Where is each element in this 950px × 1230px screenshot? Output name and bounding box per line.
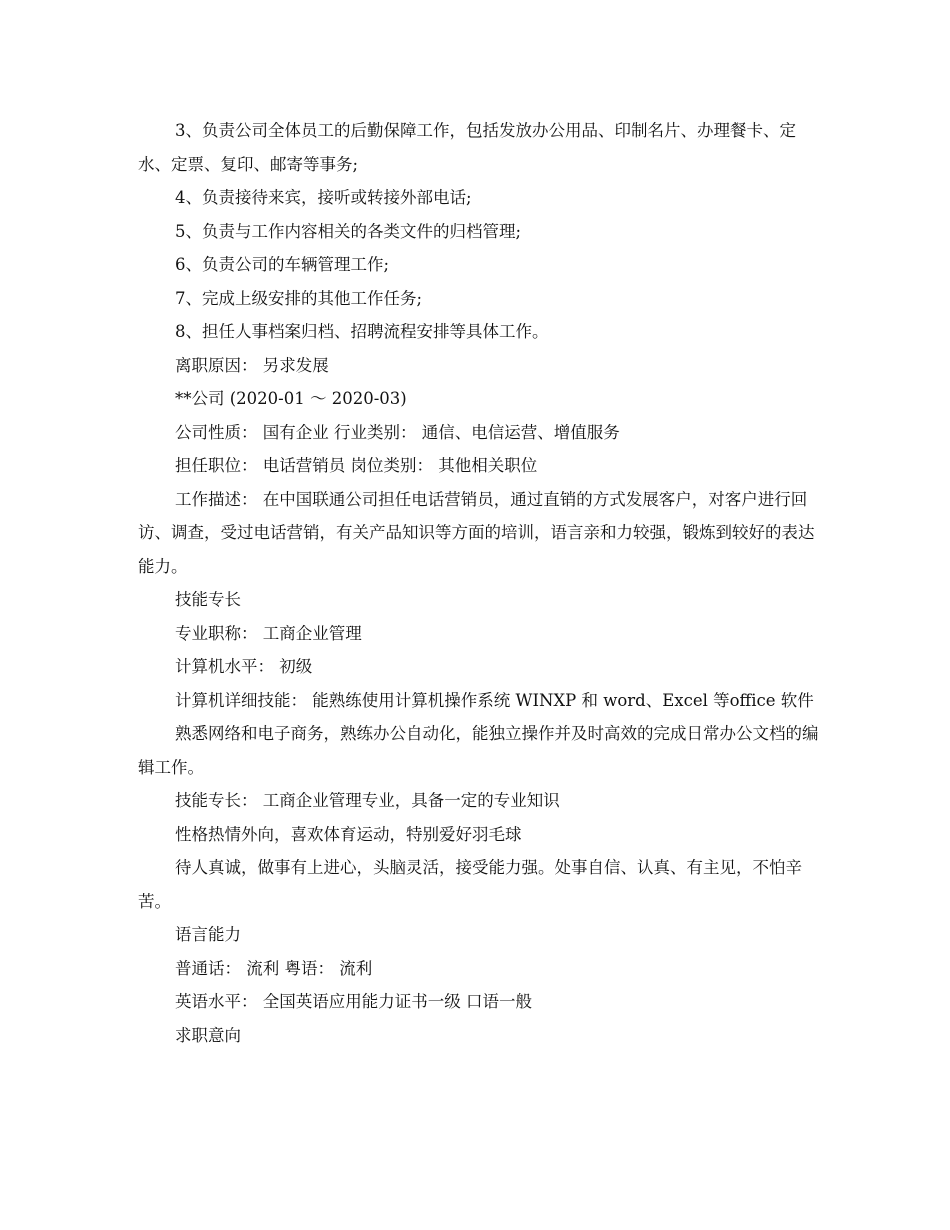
paragraph: 语言能力: [175, 925, 241, 944]
paragraph: 6、负责公司的车辆管理工作;: [175, 255, 390, 274]
paragraph: 3、负责公司全体员工的后勤保障工作，包括发放办公用品、印制名片、办理餐卡、定水、定票、复印、邮寄等事务;: [138, 121, 796, 174]
document-body: [138, 114, 828, 1052]
paragraph: 求职意向: [175, 1025, 241, 1045]
paragraph: 担任职位： 电话营销员 岗位类别： 其他相关职位: [175, 456, 538, 475]
paragraph: 熟悉网络和电子商务，熟练办公自动化，能独立操作并及时高效的完成日常办公文档的编辑工作。: [138, 724, 819, 777]
paragraph: 4、负责接待来宾，接听或转接外部电话;: [175, 188, 472, 207]
paragraph: 普通话： 流利 粤语： 流利: [175, 958, 373, 978]
paragraph: **公司 (2020-01 ～ 2020-03): [175, 389, 407, 408]
paragraph: 待人真诚，做事有上进心，头脑灵活，接受能力强。处事自信、认真、有主见，不怕辛苦。: [138, 858, 802, 911]
paragraph: 计算机水平： 初级: [175, 657, 313, 676]
paragraph: 公司性质： 国有企业 行业类别： 通信、电信运营、增值服务: [175, 422, 620, 442]
paragraph: 离职原因： 另求发展: [175, 355, 329, 375]
paragraph: 7、完成上级安排的其他工作任务;: [175, 288, 423, 308]
paragraph: 工作描述： 在中国联通公司担任电话营销员，通过直销的方式发展客户，对客户进行回访、调查，受过电话营销，有关产品知识等方面的培训，语言亲和力较强，锻炼到较好的表达能力。: [138, 489, 815, 576]
paragraph: 5、负责与工作内容相关的各类文件的归档管理;: [175, 221, 522, 241]
paragraph: 专业职称： 工商企业管理: [175, 623, 362, 643]
paragraph: 计算机详细技能： 能熟练使用计算机操作系统 WINXP 和 word、Excel 等office 软件: [175, 690, 814, 710]
paragraph: 8、担任人事档案归档、招聘流程安排等具体工作。: [175, 322, 549, 341]
paragraph: 性格热情外向，喜欢体育运动，特别爱好羽毛球: [175, 824, 522, 844]
paragraph: 英语水平： 全国英语应用能力证书一级 口语一般: [175, 992, 532, 1011]
paragraph: 技能专长: [175, 590, 241, 609]
paragraph: 技能专长： 工商企业管理专业，具备一定的专业知识: [175, 791, 560, 810]
